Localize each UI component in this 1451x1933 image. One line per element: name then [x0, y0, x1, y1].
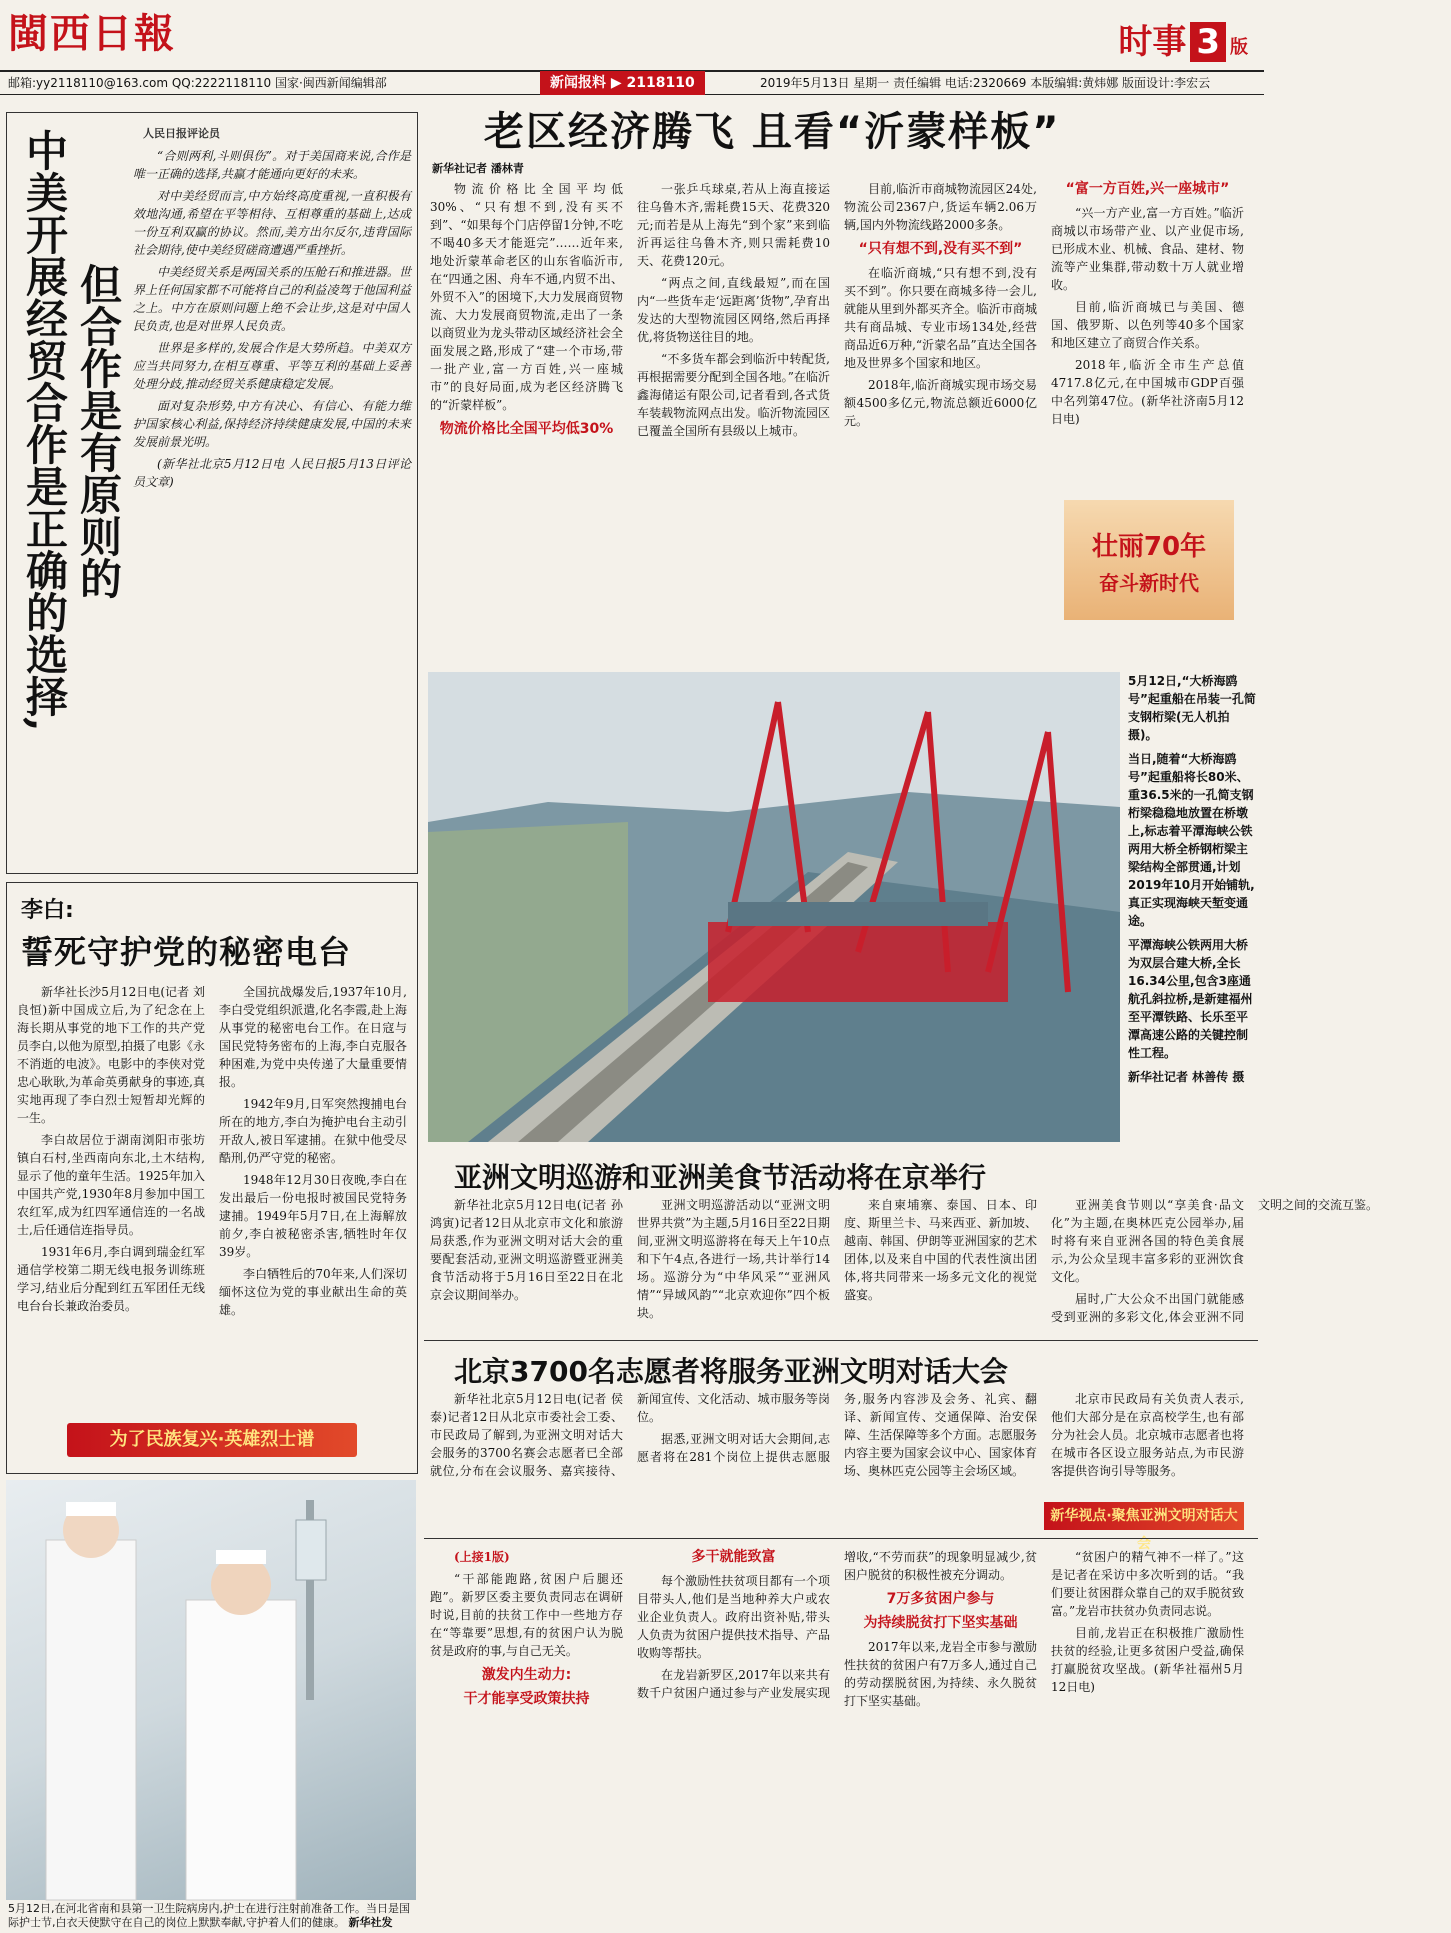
libai-headline: 誓死守护党的秘密电台 [21, 933, 352, 971]
paragraph: 李白牺牲后的70年来,人们深切缅怀这位为党的事业献出生命的英雄。 [219, 1267, 407, 1317]
paragraph: 新华社北京5月12日电(记者 侯泰)记者12日从北京市委社会工委、市民政局了解到,为亚洲文明对话大会服务的3700名赛会志愿者已全部就位,分布在会议服务、嘉宾接待、新闻宣传、文化活动、城市服务等岗位。 [430, 1392, 830, 1478]
libai-kicker: 李白: [21, 898, 74, 923]
section-number: 3 [1190, 22, 1226, 62]
info-bar [0, 70, 1264, 95]
section-suffix: 版 [1230, 37, 1248, 58]
paragraph: 在龙岩新罗区,2017年以来共有数千户贫困户通过参与产业发展实现增收,“不劳而获”的现象明显减少,贫困户脱贫的积极性被充分调动。 [637, 1550, 1037, 1700]
caption-text: 5月12日,“大桥海鸥号”起重船在吊装一孔简支钢桁梁(无人机拍摄)。 [1128, 674, 1256, 742]
masthead [8, 4, 248, 66]
commentary-body [133, 147, 411, 857]
news-hotline: 新闻报料 ▶ 2118110 [540, 71, 705, 95]
asia-festival-headline: 亚洲文明巡游和亚洲美食节活动将在京举行 [454, 1161, 987, 1194]
bridge-photo [428, 672, 1120, 1142]
masthead-logo: 閩西日報 [8, 10, 176, 57]
paragraph: 在临沂商城,“只有想不到,没有买不到”。你只要在商城多待一会儿,就能从里到外都买齐全。临沂市商城共有商品城、专业市场134处,经营商品近6万种,“沂蒙名品”直达全国各地及世界多个国家和地区。 [844, 266, 1037, 370]
linyi-subhead: “富一方百姓,兴一座城市” [1065, 181, 1230, 197]
paragraph: 一张乒乓球桌,若从上海直接运往乌鲁木齐,需耗费15天、花费320元;而若是从上海先“到个家”来到临沂再运往乌鲁木齐,则只需耗费10天、花费120元。 [637, 182, 830, 268]
poverty-article [424, 1544, 1258, 1929]
poverty-subhead: 干才能享受政策扶持 [463, 1691, 590, 1707]
paragraph: “两点之间,直线最短”,而在国内“一些货车走‘远距离’货物”,孕育出发达的大型物流园区网络,然后再择优,将货物送往目的地。 [637, 276, 830, 344]
commentary-footer: (新华社北京5月12日电 人民日报5月13日评论员文章) [133, 457, 411, 489]
linyi-subhead: 物流价格比全国平均低30% [439, 421, 614, 437]
commentary-title-a: 中美开展经贸合作是正确的选择, [20, 129, 69, 732]
date-editor-info: 2019年5月13日 星期一 责任编辑 电话:2320669 本版编辑:黄炜娜 版面设计:李宏云 [760, 76, 1211, 90]
paragraph: 2018年,临沂商城实现市场交易额4500多亿元,物流总额近6000亿元。 [844, 378, 1037, 428]
nurse-illustration [6, 1480, 416, 1900]
anniversary-subtitle: 奋斗新时代 [1099, 571, 1199, 595]
caption-text: 平潭海峡公铁两用大桥为双层合建大桥,全长16.34公里,包含3座通航孔斜拉桥,是新建福州至平潭铁路、长乐至平潭高速公路的关键控制性工程。 [1128, 938, 1253, 1060]
paragraph: 亚洲文明巡游活动以“亚洲文明 世界共赏”为主题,5月16日至22日期间,亚洲文明巡游将在每天上午10点和下午4点,各进行一场,共计举行14场。巡游分为“中华风采”“亚洲风情”“异域风韵”“北京欢迎你”四个板块。 [637, 1198, 830, 1320]
paragraph: 届时,广大公众不出国门就能感受到亚洲的多彩文化,体会亚洲不同文明之间的交流互鉴。 [1051, 1198, 1379, 1324]
poverty-subhead: 多干就能致富 [691, 1549, 776, 1565]
linyi-subhead: “只有想不到,没有买不到” [858, 241, 1023, 257]
paragraph: 物流价格比全国平均低30%、“只有想不到,没有买不到”、“如果每个门店停留1分钟,不吃不喝40多天才能逛完”……近年来,地处沂蒙革命老区的山东省临沂市,在“四通之困、舟车不通,内贸不出、外贸不入”的困境下,大力发展商贸物流、大力发展商贸物流,走出了一条以商贸业为龙头带动区域经济社会全面发展之路,形成了“建一个市场,带一批产业,富一方百姓,兴一座城市”的良好局面,成为老区经济腾飞的“沂蒙样板”。 [430, 182, 623, 412]
libai-article [6, 882, 418, 1474]
volunteers-headline: 北京3700名志愿者将服务亚洲文明对话大会 [454, 1355, 1008, 1388]
photo-credit: 新华社发 [348, 1916, 393, 1929]
anniversary-badge [1064, 500, 1234, 620]
asia-festival-body [430, 1196, 1379, 1336]
divider [424, 1340, 1258, 1341]
section-tag [1118, 14, 1248, 63]
linyi-headline: 老区经济腾飞 且看“沂蒙样板” [484, 109, 1061, 155]
divider [424, 1538, 1258, 1539]
paragraph: 面对复杂形势,中方有决心、有信心、有能力维护国家核心利益,保持经济持续健康发展,中国的未来发展前景光明。 [133, 399, 411, 449]
poverty-subhead: 激发内生动力: [481, 1667, 572, 1683]
paragraph: “兴一方产业,富一方百姓。”临沂商城以市场带产业、以产业促市场,已形成木业、机械、食品、建材、物流等产业集群,带动数十万人就业增收。 [1051, 206, 1244, 292]
paragraph: 对中美经贸而言,中方始终高度重视,一直积极有效地沟通,希望在平等相待、互相尊重的基础上,达成一份互利双赢的协议。然而,美方出尔反尔,违背国际社会期待,使中美经贸磋商遭遇严重挫折。 [133, 189, 411, 257]
paragraph: 亚洲美食节则以“享美食·品文化”为主题,在奥林匹克公园举办,届时将有来自亚洲各国的特色美食展示,为公众呈现丰富多彩的亚洲饮食文化。 [1051, 1198, 1244, 1284]
poverty-subhead: 为持续脱贫打下坚实基础 [863, 1615, 1018, 1631]
paragraph: 目前,龙岩正在积极推广激励性扶贫的经验,让更多贫困户受益,确保打赢脱贫攻坚战。(新华社福州5月12日电) [1051, 1626, 1244, 1694]
paragraph: 新华社长沙5月12日电(记者 刘良恒)新中国成立后,为了纪念在上海长期从事党的地下工作的共产党员李白,以他为原型,拍摄了电影《永不消逝的电波》。电影中的李侠对党忠心耿耿,为革命英勇献身的事迹,真实地再现了李白烈士短暂却光辉的一生。 [17, 985, 205, 1125]
paragraph: 目前,临沂商城已与美国、德国、俄罗斯、以色列等40多个国家和地区建立了商贸合作关系。 [1051, 300, 1244, 350]
linyi-article [424, 100, 1258, 660]
hero-banner: 为了民族复兴·英雄烈士谱 [67, 1423, 357, 1457]
paragraph: “干部能跑路,贫困户后腿还跑”。新罗区委主要负责同志在调研时说,目前的扶贫工作中一些地方存在“等靠要”思想,有的贫困户认为脱贫是政府的事,与自己无关。 [430, 1572, 623, 1658]
paragraph: 1942年9月,日军突然搜捕电台所在的地方,李白为掩护电台主动引开敌人,被日军逮捕。在狱中他受尽酷刑,仍严守党的秘密。 [219, 1097, 407, 1165]
paragraph: 据悉,亚洲文明对话大会期间,志愿者将在281个岗位上提供志愿服务,服务内容涉及会务、礼宾、翻译、新闻宣传、交通保障、治安保障、生活保障等多个方面。志愿服务内容主要为国家会议中心、国家体育场、奥林匹克公园等主会场区域。 [637, 1392, 1037, 1478]
linyi-byline: 新华社记者 潘林青 [432, 162, 524, 175]
libai-body [17, 983, 407, 1403]
paragraph: 北京市民政局有关负责人表示,他们大部分是在京高校学生,也有部分为社会人员。北京城市志愿者也将在城市各区设立服务站点,为市民游客提供咨询引导等服务。 [1051, 1392, 1244, 1478]
paragraph: 目前,临沂市商城物流园区24处,物流公司2367户,货运车辆2.06万辆,国内外物流线路2000多条。 [844, 182, 1037, 232]
paragraph: 新华社北京5月12日电(记者 孙鸿寅)记者12日从北京市文化和旅游局获悉,作为亚洲文明对话大会的重要配套活动,亚洲文明巡游暨亚洲美食节活动将于5月16日至22日在北京会议期间举办。 [430, 1198, 623, 1302]
paragraph: “贫困户的精气神不一样了。”这是记者在采访中多次听到的话。“我们要让贫困群众靠自己的双手脱贫致富。”龙岩市扶贫办负责同志说。 [1051, 1550, 1244, 1618]
paragraph: 每个激励性扶贫项目都有一个项目带头人,他们是当地种养大户或农业企业负责人。政府出资补贴,带头人负责为贫困户提供技术指导、产品收购等帮扶。 [637, 1574, 830, 1660]
paragraph: 世界是多样的,发展合作是大势所趋。中美双方应当共同努力,在相互尊重、平等互利的基础上妥善处理分歧,推动经贸关系健康稳定发展。 [133, 341, 411, 391]
volunteers-article [424, 1346, 1258, 1552]
paragraph: 1948年12月30日夜晚,李白在发出最后一份电报时被国民党特务逮捕。1949年5月7日,在上海解放前夕,李白被秘密杀害,牺牲时年仅39岁。 [219, 1173, 407, 1259]
paragraph: 中美经贸关系是两国关系的压舱石和推进器。世界上任何国家都不可能将自己的利益凌驾于他国利益之上。中方在原则问题上绝不会让步,这是对中国人民负责,也是对世界人民负责。 [133, 265, 411, 333]
commentary-source: 人民日报评论员 [143, 127, 220, 140]
caption-text: 当日,随着“大桥海鸥号”起重船将长80米、重36.5米的一孔简支钢桁梁稳稳地放置在桥墩上,标志着平潭海峡公铁两用大桥全桥钢桁梁主梁结构全部贯通,计划2019年10月开始铺轨,真正实现海峡天堑变通途。 [1128, 752, 1255, 928]
paragraph: 来自柬埔寨、泰国、日本、印度、斯里兰卡、马来西亚、新加坡、越南、韩国、伊朗等亚洲国家的艺术团体,以及来自中国的代表性演出团体,将共同带来一场多元文化的视觉盛宴。 [844, 1198, 1037, 1302]
section-name: 时事 [1118, 22, 1187, 62]
paragraph: 1931年6月,李白调到瑞金红军通信学校第二期无线电报务训练班学习,结业后分配到红五军团任无线电台台长兼政治委员。 [17, 1245, 205, 1313]
paragraph: “不多货车都会到临沂中转配货,再根据需要分配到全国各地。”在临沂鑫海储运有限公司,记者看到,各式货车装载物流网点出发。临沂物流园区已覆盖全国所有县级以上城市。 [637, 352, 830, 438]
nurse-photo [6, 1480, 416, 1900]
contact-info: 邮箱:yy2118110@163.com QQ:2222118110 国家·闽西新闻编辑部 [8, 76, 387, 90]
poverty-body [430, 1548, 1244, 1926]
paragraph: 2017年以来,龙岩全市参与激励性扶贫的贫困户有7万多人,通过自己的劳动摆脱贫困,为持续、永久脱贫打下坚实基础。 [844, 1640, 1037, 1708]
volunteers-body [430, 1390, 1244, 1500]
photo-credit: 新华社记者 林善传 摄 [1128, 1070, 1245, 1084]
series-banner: 新华视点·聚焦亚洲文明对话大会 [1044, 1502, 1244, 1530]
commentary-title-b: 但合作是有原则的 [74, 263, 123, 599]
caption-text: 5月12日,在河北省南和县第一卫生院病房内,护士在进行注射前准备工作。当日是国际护士节,白衣天使默守在自己的岗位上默默奉献,守护着人们的健康。 [8, 1902, 410, 1929]
poverty-subhead: 7万多贫困户参与 [886, 1591, 995, 1607]
bridge-illustration [428, 672, 1120, 1142]
paragraph: 李白故居位于湖南浏阳市张坊镇白石村,坐西南向东北,土木结构,显示了他的童年生活。1925年加入中国共产党,1930年8月参加中国工农红军,成为红四军通信连的一名战士,后任通信连指导员。 [17, 1133, 205, 1237]
asia-festival-article [424, 1150, 1379, 1340]
paragraph: 全国抗战爆发后,1937年10月,李白受党组织派遣,化名李霞,赴上海从事党的秘密电台工作。在日寇与国民党特务密布的上海,李白克服各种困难,为党中央传递了大量重要情报。 [219, 985, 407, 1089]
bridge-caption [1128, 672, 1256, 1142]
nurse-caption [8, 1902, 414, 1932]
anniversary-title: 壮丽70年 [1091, 532, 1207, 562]
paragraph: 2018年,临沂全市生产总值4717.8亿元,在中国城市GDP百强中名列第47位。(新华社济南5月12日电) [1051, 358, 1244, 426]
commentary-article [6, 112, 418, 874]
poverty-kicker: (上接1版) [454, 1550, 510, 1564]
paragraph: “合则两利,斗则俱伤”。对于美国商来说,合作是唯一正确的选择,共赢才能通向更好的未来。 [133, 149, 411, 181]
